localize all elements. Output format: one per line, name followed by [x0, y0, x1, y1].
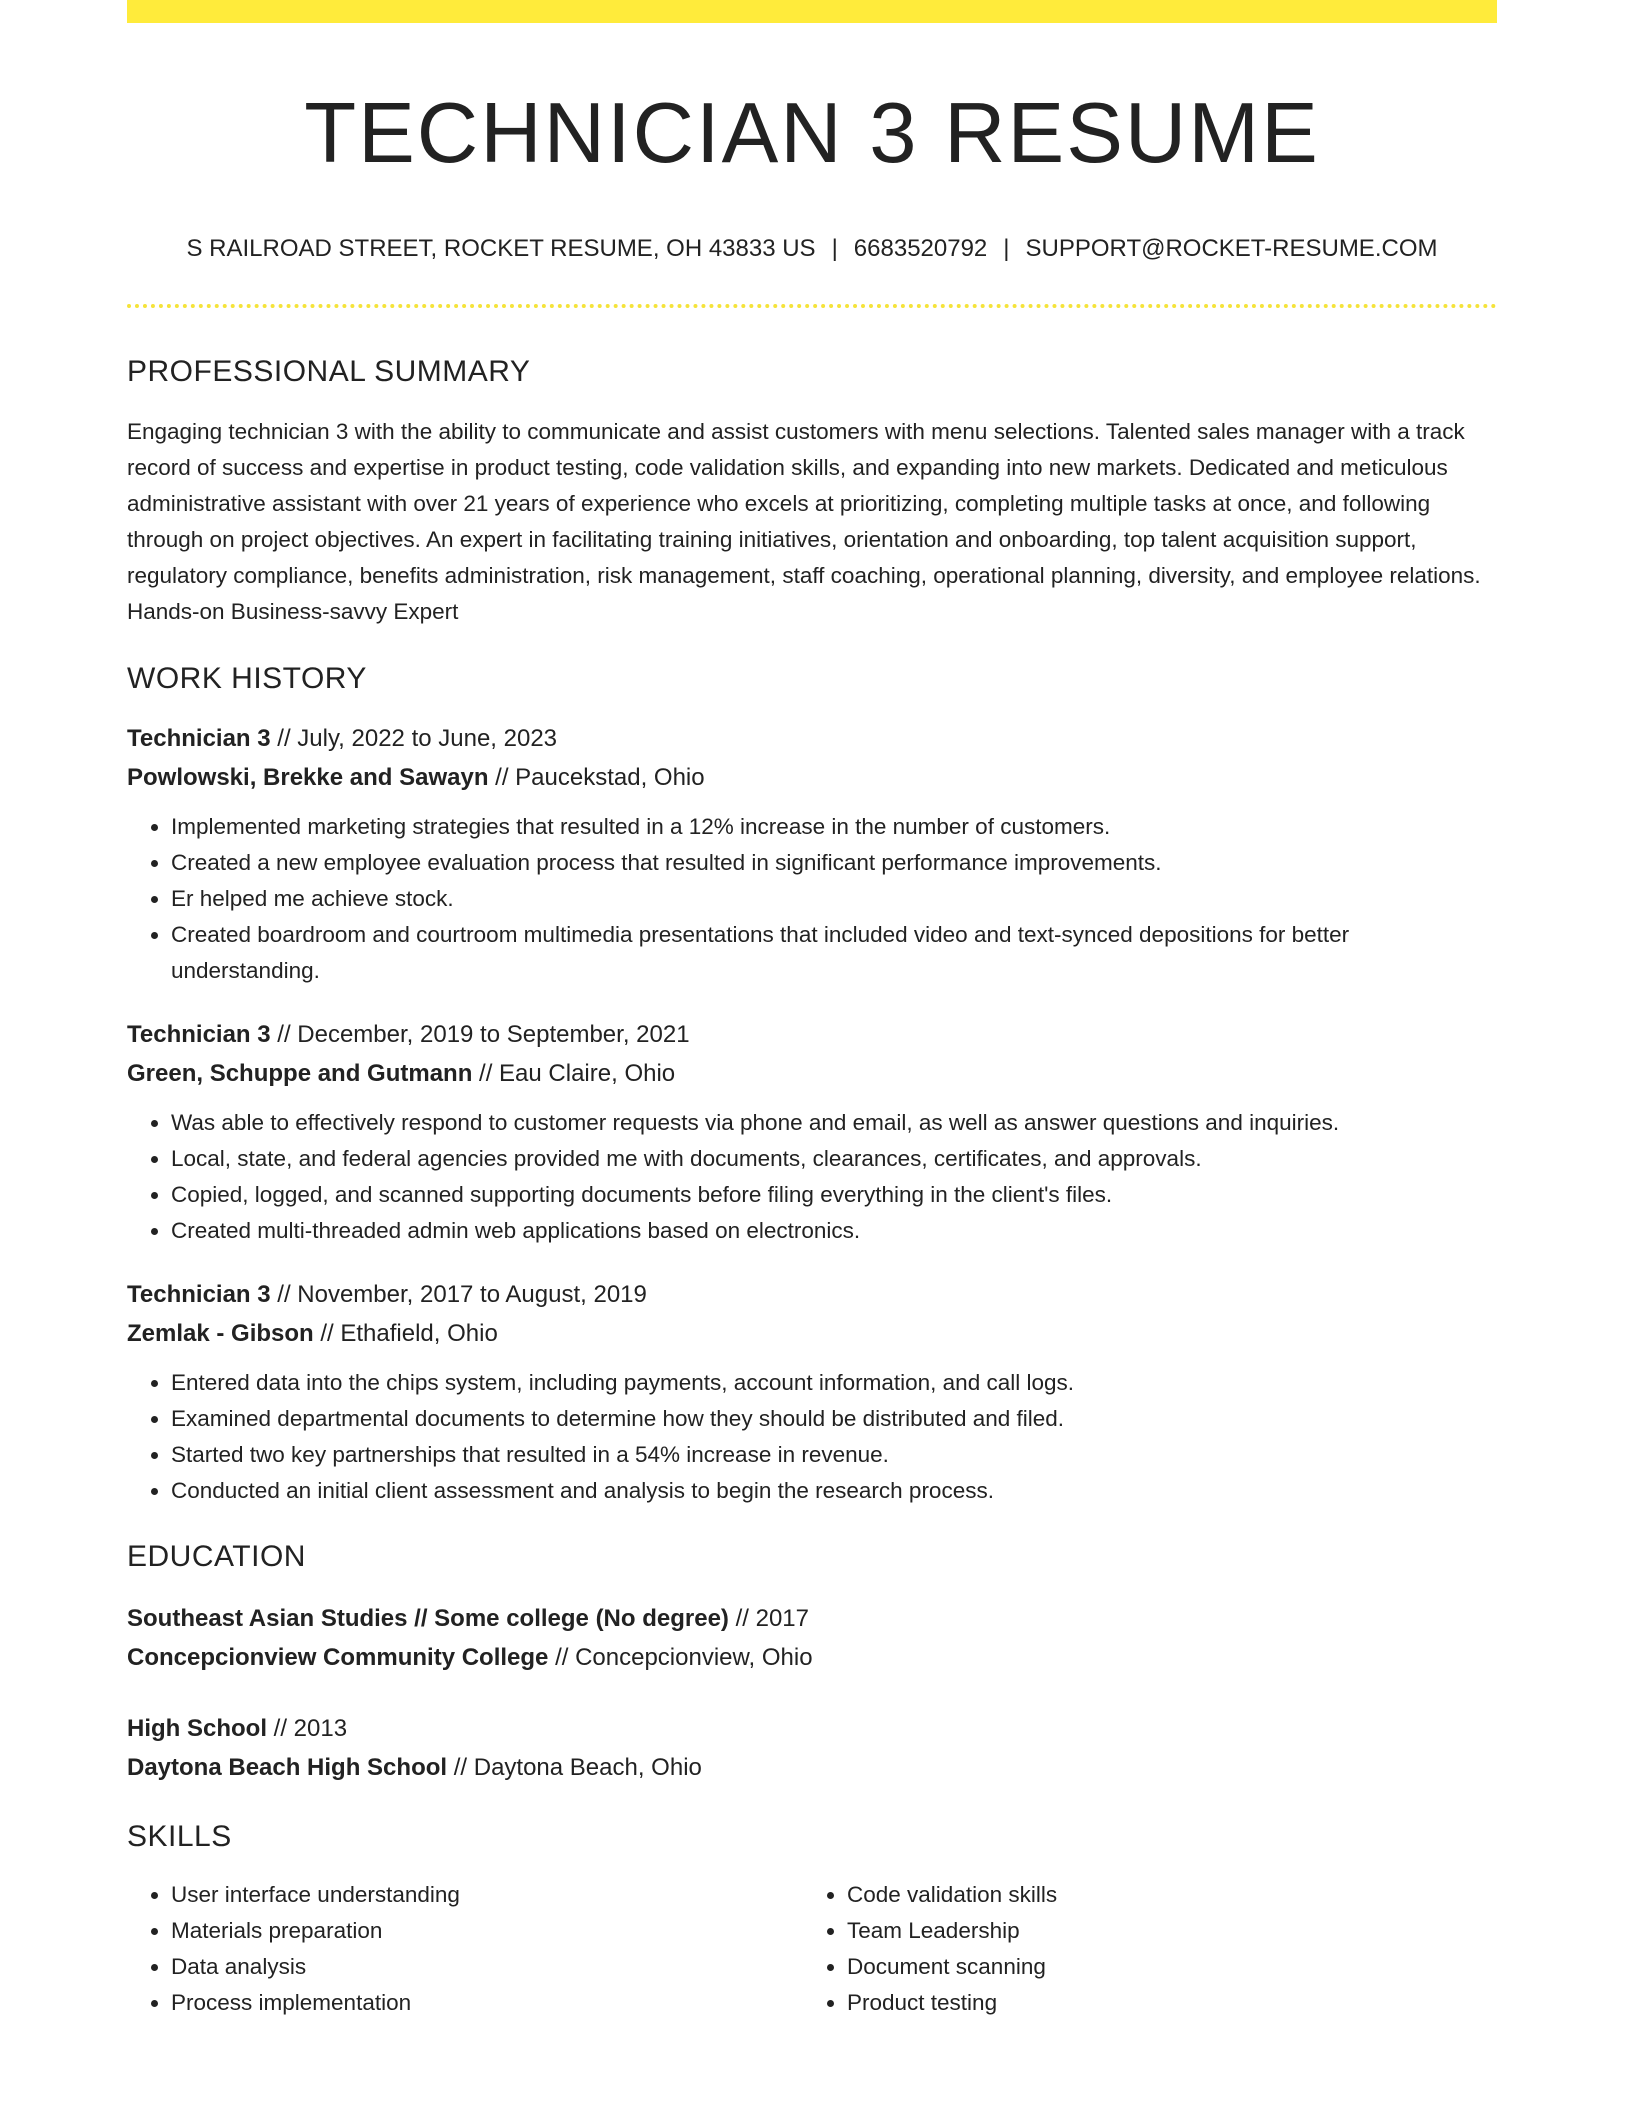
contact-address: S RAILROAD STREET, ROCKET RESUME, OH 43833 US	[186, 235, 816, 262]
summary-text: Engaging technician 3 with the ability to communicate and assist customers with menu selections. Talented sales manager with a track record of success and expertise in product testing, code validation skills, and expanding into new markets. Dedicated and meticulous administrative assistant with over 21 years of experience who excels at prioritizing, completing multiple tasks at once, and following through on project objectives. An expert in facilitating training initiatives, orientation and onboarding, top talent acquisition support, regulatory compliance, benefits administration, risk management, staff coaching, operational planning, diversity, and employee relations. Hands-on Business-savvy Expert	[127, 418, 1481, 624]
skill-item: • Materials preparation	[171, 1913, 803, 1949]
skill-item: • Process implementation	[171, 1985, 803, 2021]
job-bullet: • Implemented marketing strategies that resulted in a 12% increase in the number of customers.	[171, 809, 1497, 845]
contact-email: SUPPORT@ROCKET-RESUME.COM	[1025, 235, 1438, 262]
education-school: Daytona Beach High School	[127, 1753, 448, 1781]
job-title: Technician 3	[127, 724, 271, 752]
contact-separator: |	[831, 235, 838, 262]
job-title: Technician 3	[127, 1280, 271, 1308]
job-location: // Eau Claire, Ohio	[472, 1059, 676, 1087]
education-degree-line	[127, 1599, 1497, 1638]
job-bullet: • Examined departmental documents to determine how they should be distributed and filed.	[171, 1401, 1497, 1437]
job-location: // Ethafield, Ohio	[313, 1319, 498, 1347]
job-company: Zemlak - Gibson	[127, 1319, 314, 1347]
accent-bar	[127, 0, 1497, 23]
skills-list-right	[803, 1877, 1479, 2021]
dotted-divider	[127, 304, 1497, 308]
education-degree: Southeast Asian Studies // Some college (No degree)	[127, 1604, 729, 1632]
skill-item: • Team Leadership	[847, 1913, 1479, 1949]
job-title-line	[127, 1015, 1497, 1054]
job-title-line	[127, 719, 1497, 758]
job-bullet: • Local, state, and federal agencies provided me with documents, clearances, certificates, and approvals.	[171, 1141, 1497, 1177]
resume-title: TECHNICIAN 3 RESUME	[304, 86, 1320, 181]
contact-line	[127, 235, 1497, 264]
education-entry	[127, 1599, 1497, 1677]
education-school-line	[127, 1748, 1497, 1787]
education-location: // Concepcionview, Ohio	[548, 1643, 813, 1671]
job-bullet: • Created a new employee evaluation process that resulted in significant performance improvements.	[171, 845, 1497, 881]
job-entry	[127, 1015, 1497, 1249]
education-year: // 2013	[267, 1714, 348, 1742]
job-bullet: • Er helped me achieve stock.	[171, 881, 1497, 917]
job-bullets	[127, 1365, 1497, 1509]
job-title-line	[127, 1275, 1497, 1314]
education-location: // Daytona Beach, Ohio	[447, 1753, 702, 1781]
education-degree: High School	[127, 1714, 267, 1742]
job-company: Powlowski, Brekke and Sawayn	[127, 763, 489, 791]
education-school: Concepcionview Community College	[127, 1643, 549, 1671]
job-title: Technician 3	[127, 1020, 271, 1048]
skill-item: • Product testing	[847, 1985, 1479, 2021]
work-history-heading: WORK HISTORY	[127, 661, 367, 695]
job-bullet: • Created boardroom and courtroom multimedia presentations that included video and text-synced depositions for better understanding.	[171, 917, 1497, 989]
job-bullets	[127, 1105, 1497, 1249]
job-entry	[127, 1275, 1497, 1509]
education-entry	[127, 1709, 1497, 1787]
skill-item: • User interface understanding	[171, 1877, 803, 1913]
job-company-line	[127, 1314, 1497, 1353]
job-dates: // December, 2019 to September, 2021	[270, 1020, 690, 1048]
resume-page	[127, 0, 1497, 2021]
job-company: Green, Schuppe and Gutmann	[127, 1059, 473, 1087]
job-bullet: • Copied, logged, and scanned supporting documents before filing everything in the client's files.	[171, 1177, 1497, 1213]
job-dates: // July, 2022 to June, 2023	[270, 724, 558, 752]
skill-item: • Data analysis	[171, 1949, 803, 1985]
job-bullet: • Started two key partnerships that resulted in a 54% increase in revenue.	[171, 1437, 1497, 1473]
job-bullets	[127, 809, 1497, 989]
skills-columns	[127, 1877, 1497, 2021]
job-bullet: • Entered data into the chips system, including payments, account information, and call logs.	[171, 1365, 1497, 1401]
skills-list-left	[127, 1877, 803, 2021]
education-school-line	[127, 1638, 1497, 1677]
contact-separator: |	[1003, 235, 1010, 262]
job-company-line	[127, 758, 1497, 797]
job-company-line	[127, 1054, 1497, 1093]
education-heading: EDUCATION	[127, 1539, 306, 1573]
job-bullet: • Was able to effectively respond to customer requests via phone and email, as well as answer questions and inquiries.	[171, 1105, 1497, 1141]
education-degree-line	[127, 1709, 1497, 1748]
skill-item: • Code validation skills	[847, 1877, 1479, 1913]
job-dates: // November, 2017 to August, 2019	[270, 1280, 647, 1308]
job-entry	[127, 719, 1497, 989]
skill-item: • Document scanning	[847, 1949, 1479, 1985]
job-bullet: • Created multi-threaded admin web applications based on electronics.	[171, 1213, 1497, 1249]
skills-heading: SKILLS	[127, 1819, 232, 1853]
job-location: // Paucekstad, Ohio	[488, 763, 705, 791]
education-year: // 2017	[728, 1604, 809, 1632]
summary-heading: PROFESSIONAL SUMMARY	[127, 354, 531, 388]
job-bullet: • Conducted an initial client assessment and analysis to begin the research process.	[171, 1473, 1497, 1509]
contact-phone: 6683520792	[853, 235, 988, 262]
